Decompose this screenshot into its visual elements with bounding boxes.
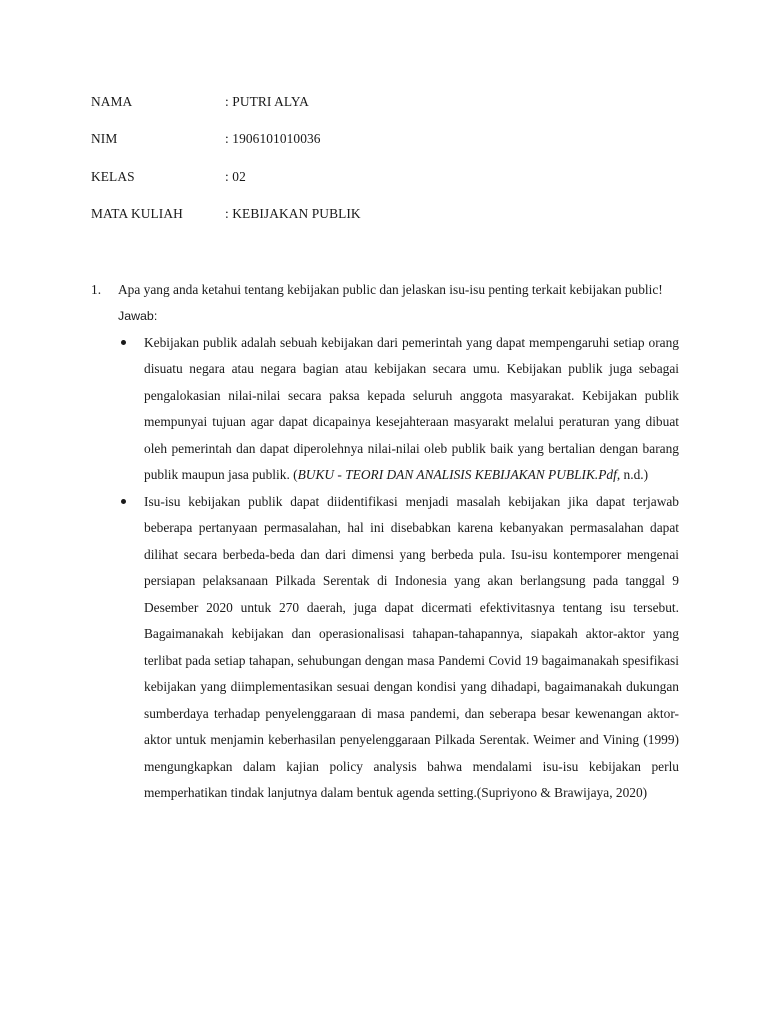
question-list [91, 277, 679, 807]
info-label: NAMA [91, 94, 133, 109]
citation-title: BUKU - TEORI DAN ANALISIS KEBIJAKAN PUBLIK.Pdf [297, 467, 617, 483]
info-value: : 02 [225, 168, 246, 184]
question-text: Apa yang anda ketahui tentang kebijakan public dan jelaskan isu-isu penting terkait kebijakan public! [118, 282, 663, 297]
student-info [91, 92, 361, 241]
info-value: : PUTRI ALYA [225, 94, 309, 109]
question-item [91, 277, 679, 807]
info-row-nama [91, 92, 361, 129]
answer-points [118, 330, 679, 807]
bullet-icon [118, 330, 144, 489]
info-label: KELAS [91, 168, 135, 184]
answer-point [118, 330, 679, 489]
answer-point [118, 489, 679, 807]
info-row-nim [91, 129, 361, 166]
info-label: NIM [91, 131, 118, 147]
bullet-icon [118, 489, 144, 807]
info-label: MATA KULIAH [91, 205, 183, 221]
info-value: : KEBIJAKAN PUBLIK [225, 205, 361, 221]
question-number: 1. [91, 282, 102, 297]
point-body: Isu-isu kebijakan publik dapat diidentifikasi menjadi masalah kebijakan jika dapat terjawab beberapa pertanyaan permasalahan, hal ini disebabkan karena kebanyakan permasalahan dapat dilihat secara berbeda-beda dan dari dimensi yang berbeda pula. Isu-isu kontemporer mengenai persiapan pelaksanaan Pilkada Serentak di Indonesia yang akan berlangsung pada tanggal 9 Desember 2020 untuk 270 daerah, juga dapat dicermati efektivitasnya tentang isu tersebut. Bagaimanakah kebijakan dan operasionalisasi tahapan-tahapannya, siapakah aktor-aktor yang terlibat pada setiap tahapan, sehubungan dengan masa Pandemi Covid 19 bagaimanakah spesifikasi kebijakan yang diimplementasikan sesuai dengan kondisi yang dihadapi, bagaimanakah dukungan sumberdaya terhadap penyelenggaraan di masa pandemi, dan seberapa besar kewenangan aktor-aktor untuk menjamin keberhasilan penyelenggaraan Pilkada Serentak. Weimer and Vining (1999) mengungkapkan dalam kajian policy analysis bahwa mendalami isu-isu kebijakan perlu memperhatikan tindak lanjutnya dalam bentuk agenda setting.(Supriyono & Brawijaya, 2020) [144, 493, 679, 801]
answer-label: Jawab: [118, 309, 158, 324]
info-row-kelas [91, 167, 361, 204]
info-row-mata-kuliah [91, 204, 361, 241]
point-body: Kebijakan publik adalah sebuah kebijakan dari pemerintah yang dapat mempengaruhi setiap orang disuatu negara atau negara bagian atau kebijakan secara umu. Kebijakan publik juga sebagai pengalokasian nilai-nilai secara paksa kepada seluruh anggota masyarakat. Kebijakan publik mempunyai tujuan agar dapat dicapainya kesejahteraan masyarakt melalui peraturan yang dibuat oleh pemerintah dan dapat diperolehnya nilai-nilai oleb publik baik yang bertalian dengan barang publik maupun jasa publik. ( [144, 334, 679, 483]
question-body [118, 277, 679, 807]
citation-rest: , n.d.) [616, 467, 649, 483]
info-value: : 1906101010036 [225, 131, 321, 147]
answer-point-text [144, 330, 679, 489]
answer-point-text [144, 489, 679, 807]
